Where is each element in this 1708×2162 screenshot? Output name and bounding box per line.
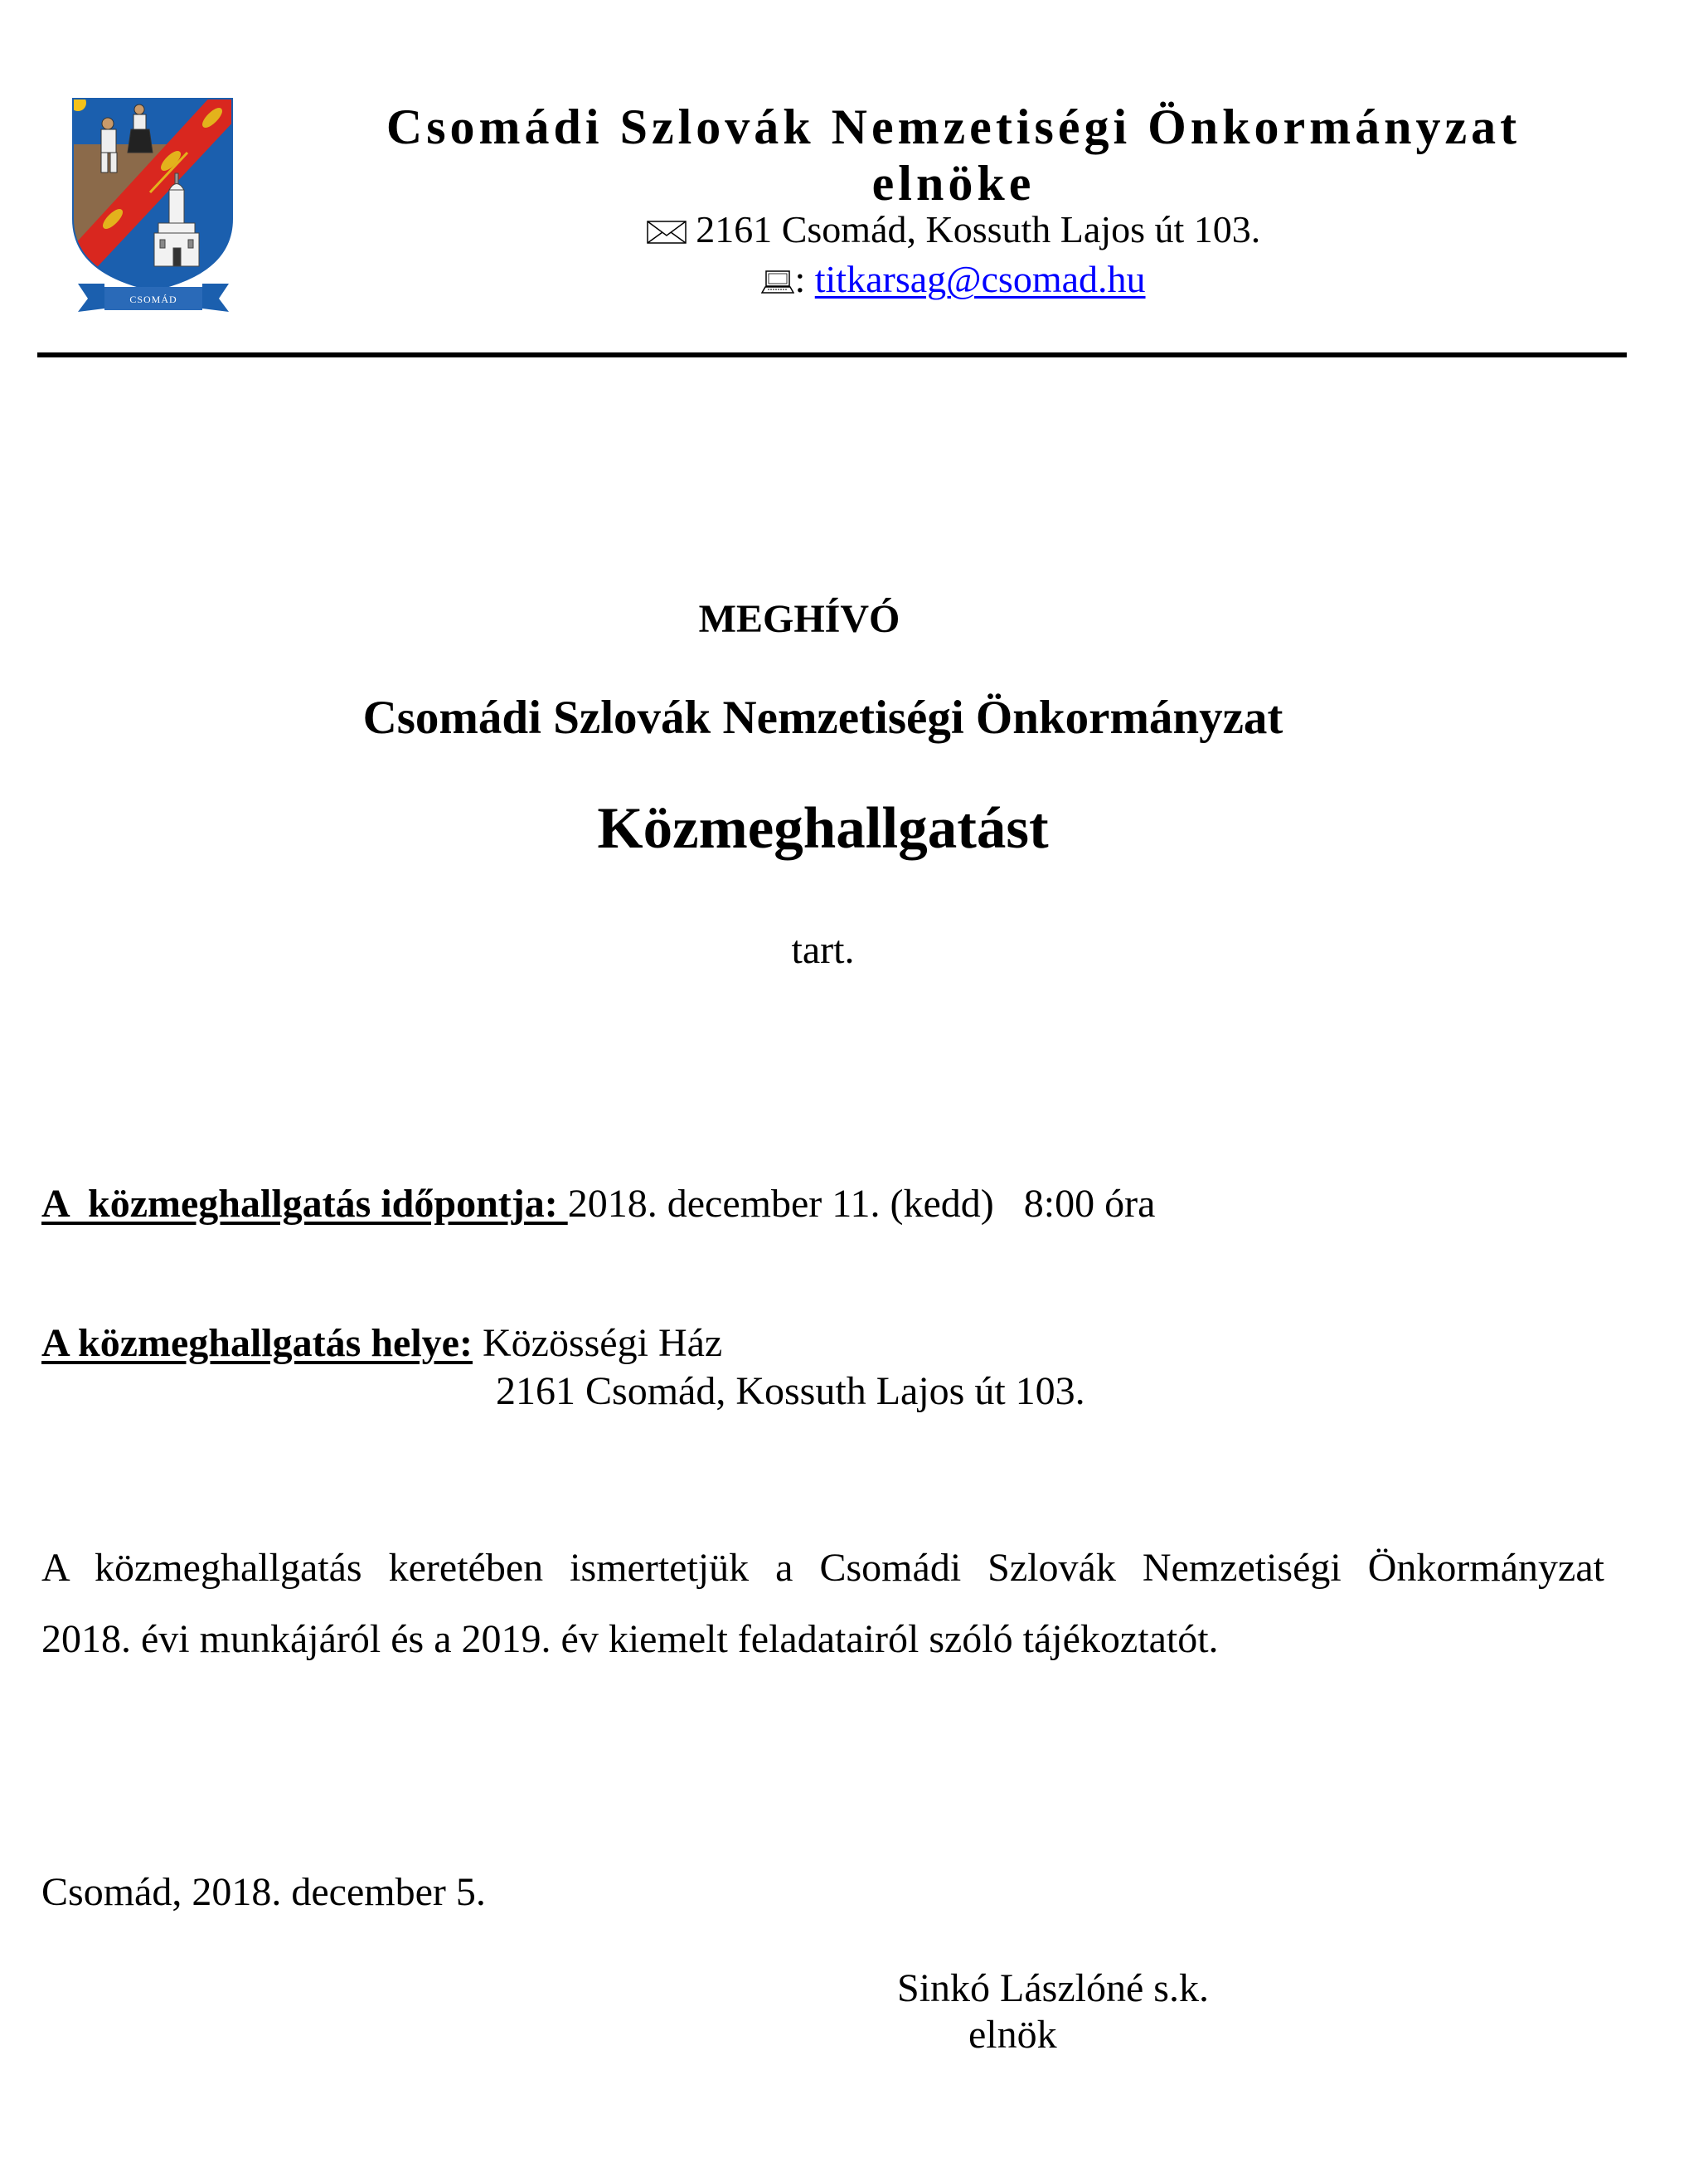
place-address: 2161 Csomád, Kossuth Lajos út 103. bbox=[496, 1369, 1085, 1413]
header-address-line bbox=[0, 209, 1708, 252]
header-divider bbox=[37, 352, 1627, 357]
signatory-name: Sinkó Lászlóné s.k. bbox=[897, 1966, 1209, 2010]
organization-title: Csomádi Szlovák Nemzetiségi Önkormányzat bbox=[386, 100, 1521, 154]
invitation-verb: tart. bbox=[791, 928, 855, 972]
header-address: 2161 Csomád, Kossuth Lajos út 103. bbox=[696, 208, 1261, 250]
invitation-event: Közmeghallgatást bbox=[597, 796, 1049, 861]
body-paragraph bbox=[41, 1533, 1604, 1675]
time-row bbox=[41, 1181, 1155, 1227]
computer-icon bbox=[761, 260, 794, 302]
envelope-icon bbox=[647, 211, 687, 252]
body-line-1: A közmeghallgatás keretében ismertetjük a Csomádi Szlovák Nemzetiségi Önkormányzat bbox=[41, 1546, 1604, 1590]
email-separator: : bbox=[794, 258, 806, 300]
header-email-line bbox=[0, 259, 1708, 302]
invitation-heading: MEGHÍVÓ bbox=[698, 597, 900, 641]
body-line-2: 2018. évi munkájáról és a 2019. év kiemelt feladatairól szóló tájékoztatót. bbox=[41, 1617, 1219, 1661]
organization-subtitle: elnöke bbox=[871, 156, 1036, 211]
signatory-title: elnök bbox=[968, 2013, 1057, 2057]
crest-label: CSOMÁD bbox=[129, 294, 177, 305]
place-name: Közösségi Ház bbox=[482, 1321, 723, 1365]
email-link[interactable]: titkarsag@csomad.hu bbox=[814, 258, 1146, 300]
invitation-organization: Csomádi Szlovák Nemzetiségi Önkormányzat bbox=[362, 692, 1283, 744]
time-value: 2018. december 11. (kedd) 8:00 óra bbox=[567, 1182, 1156, 1226]
time-label: A közmeghallgatás időpontja: bbox=[41, 1182, 568, 1226]
place-label: A közmeghallgatás helye: bbox=[41, 1321, 473, 1365]
place-date: Csomád, 2018. december 5. bbox=[41, 1870, 486, 1914]
place-row bbox=[41, 1320, 722, 1367]
